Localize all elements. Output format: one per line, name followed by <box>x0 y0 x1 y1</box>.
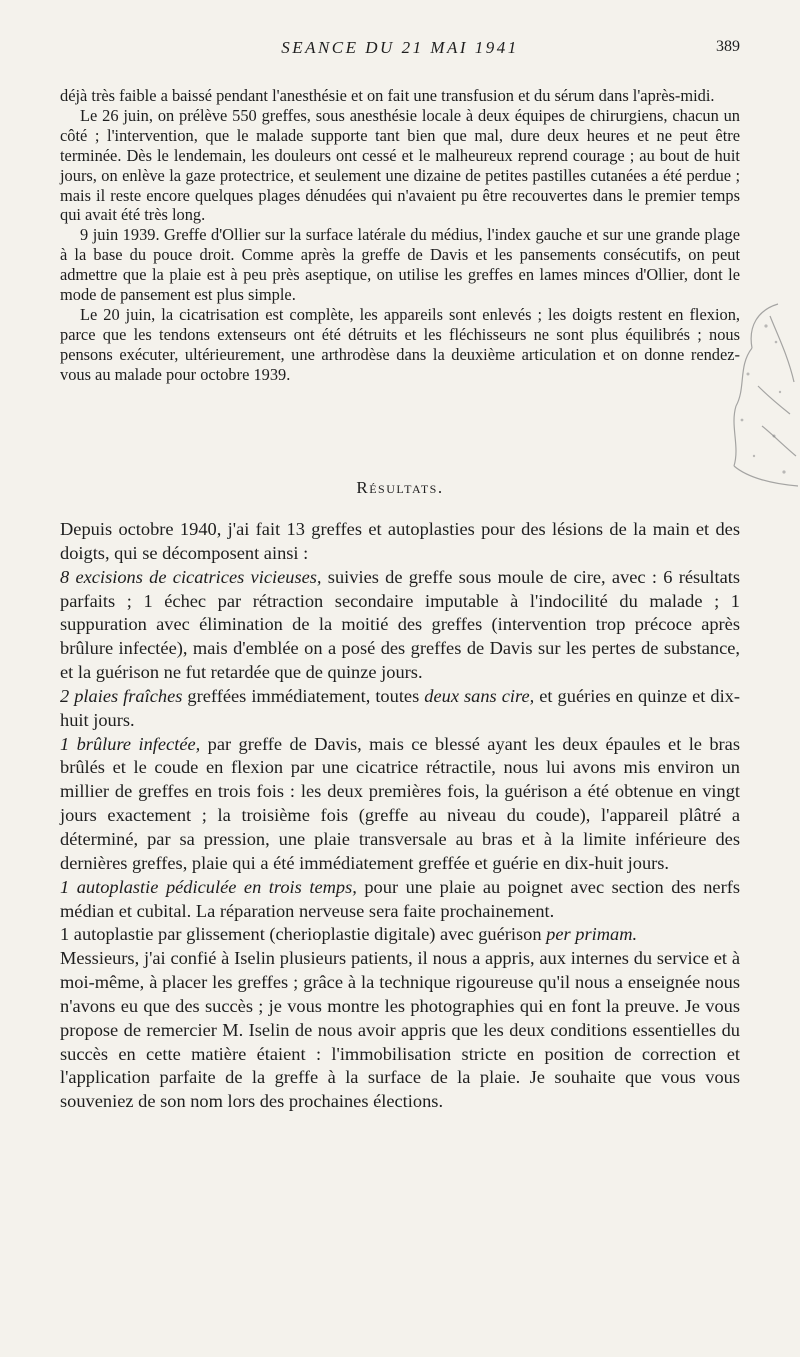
italic-run: 1 autoplastie pédiculée en trois temps, <box>60 876 357 897</box>
section-heading-text: Résultats. <box>356 478 444 497</box>
italic-run: per primam. <box>546 924 638 945</box>
paragraph-small-1: déjà très faible a baissé pendant l'anesthésie et on fait une transfusion et du sérum dans l'après-midi. <box>60 86 715 105</box>
text-run: et guéries en quinze et dix-huit jours. <box>60 685 740 730</box>
library-stamp-mark <box>718 296 800 492</box>
paragraph-results-1 <box>60 518 740 566</box>
text-run: par greffe de Davis, mais ce blessé ayant les deux épaules et le bras brûlés et le coude en flexion par une cicatrice rétractile, nous lui avons mis environ un millier de greffes en trois fois : les deux premières fois, la guérison a été obtenue en vingt jours exactement ; la troisième fois (greffe au niveau du coude), l'appareil plâtré a déterminé, par sa pression, une plaie transversale au bras et à la limite inférieure des dernières greffes, plaie qui a été immédiatement greffée et guérie en dix-huit jours. <box>60 733 740 873</box>
text-run: greffées immédiatement, toutes <box>182 685 425 706</box>
results-text <box>60 518 740 1114</box>
running-title: SEANCE DU 21 MAI 1941 <box>281 38 519 57</box>
italic-run: 1 brûlure infectée, <box>60 733 201 754</box>
case-report-text <box>60 86 740 385</box>
paragraph-results-5 <box>60 876 740 924</box>
text-run: 1 autoplastie par glissement (cherioplastie digitale) avec guérison <box>60 924 547 945</box>
paragraph-results-4 <box>60 733 740 876</box>
text-run: suivies de greffe sous moule de cire, avec : 6 résultats parfaits ; 1 échec par rétraction secondaire imputable à l'indocilité du malade ; 1 suppuration avec élimination de la moitié des greffes (intervention trop précoce après brûlure infectée), mais d'emblée on a posé des greffes de Davis sur les pertes de substance, et la guérison ne fut retardée que de quinze jours. <box>60 566 740 683</box>
section-heading <box>60 478 740 498</box>
paragraph-small-2: Le 26 juin, on prélève 550 greffes, sous anesthésie locale à deux équipes de chirurgiens, chacun un côté ; l'intervention, que le malade supporte tant bien que mal, dure deux heures et ne peut être terminée. Dès le lendemain, les douleurs ont cessé et le malheureux reprend courage ; au bout de huit jours, on enlève la gaze protectrice, et seulement une dizaine de petites pastilles cutanées a été perdue ; mais il reste encore quelques plages dénudées qui n'avaient pu être recouvertes dans le premier temps qui avait été très long. <box>60 105 740 225</box>
paragraph-results-2 <box>60 566 740 685</box>
paragraph-results-7 <box>60 947 740 1114</box>
text-run: Messieurs, j'ai confié à Iselin plusieurs patients, il nous a appris, aux internes du service et à moi-même, à placer les greffes ; grâce à la technique rigoureuse qu'il nous a enseignée nous n'avons eu que des succès ; je vous montre les photographies qui en font la preuve. Je vous propose de remercier M. Iselin de nous avoir appris que les deux conditions essentielles du succès en cette matière étaient : l'immobilisation stricte en position de correction et l'application parfaite de la greffe à la surface de la plaie. Je souhaite que vous vous souveniez de son nom lors des prochaines élections. <box>60 948 740 1112</box>
italic-run: deux sans cire, <box>424 685 535 706</box>
text-run: pour une plaie au poignet avec section des nerfs médian et cubital. La réparation nerveuse sera faite prochainement. <box>60 876 740 921</box>
running-header <box>60 38 740 60</box>
page-number: 389 <box>716 38 740 55</box>
italic-run: 2 plaies fraîches <box>60 685 183 706</box>
paragraph-results-3 <box>60 685 740 733</box>
text-run: Depuis octobre 1940, j'ai fait 13 greffes et autoplasties pour des lésions de la main et des doigts, qui se décomposent ainsi : <box>60 519 740 563</box>
paragraph-small-3: 9 juin 1939. Greffe d'Ollier sur la surface latérale du médius, l'index gauche et sur une grande plage à la base du pouce droit. Comme après la greffe de Davis et les pansements consécutifs, on peut admettre que la plaie est à peu près aseptique, on utilise les greffes en lames minces d'Ollier, dont le mode de pansement est plus simple. <box>60 225 740 305</box>
italic-run: 8 excisions de cicatrices vicieuses, <box>60 566 322 587</box>
paragraph-results-6 <box>60 923 740 947</box>
paragraph-small-4: Le 20 juin, la cicatrisation est complète, les appareils sont enlevés ; les doigts restent en flexion, parce que les tendons extenseurs ont été détruits et les fléchisseurs ne sont plus équilibrés ; nous pensons exécuter, ultérieurement, une arthrodèse dans la deuxième articulation et on donne rendez-vous au malade pour octobre 1939. <box>60 304 740 384</box>
